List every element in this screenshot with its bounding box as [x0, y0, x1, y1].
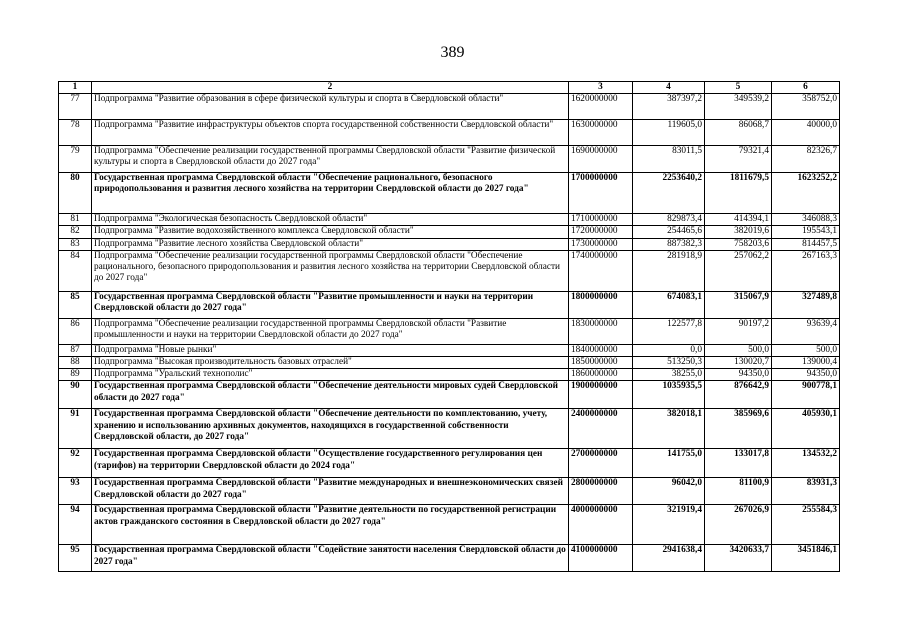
row-value-5: 315067,9: [705, 291, 772, 318]
row-number: 91: [59, 409, 92, 449]
row-code: 1850000000: [569, 357, 633, 369]
row-code: 4000000000: [569, 505, 633, 545]
row-value-5: 130020,7: [705, 357, 772, 369]
row-value-6: 134532,2: [772, 449, 840, 478]
row-name: Государственная программа Свердловской области "Обеспечение деятельности по комплектованию, учету, хранению и использованию архивных документов, находящихся в государственной собственности Свердловской области, до 2027 года": [92, 409, 569, 449]
row-code: 1630000000: [569, 120, 633, 146]
row-value-5: 385969,6: [705, 409, 772, 449]
row-value-5: 86068,7: [705, 120, 772, 146]
row-value-6: 139000,4: [772, 357, 840, 369]
row-value-6: 93639,4: [772, 318, 840, 344]
row-name: Государственная программа Свердловской области "Осуществление государственного регулирования цен (тарифов) на территории Свердловской области до 2024 года": [92, 449, 569, 478]
row-name: Подпрограмма "Уральский технополис": [92, 369, 569, 381]
table-row: [59, 357, 840, 369]
row-code: 2400000000: [569, 409, 633, 449]
row-value-6: 900778,1: [772, 381, 840, 409]
row-value-6: 814457,5: [772, 238, 840, 250]
row-code: 1740000000: [569, 250, 633, 291]
row-value-4: 122577,8: [633, 318, 705, 344]
table-row: [59, 146, 840, 173]
row-value-4: 1035935,5: [633, 381, 705, 409]
row-value-5: 90197,2: [705, 318, 772, 344]
table-row: [59, 214, 840, 226]
row-number: 79: [59, 146, 92, 173]
row-number: 80: [59, 173, 92, 214]
row-name: Государственная программа Свердловской области "Развитие деятельности по государственной регистрации актов гражданского состояния в Свердловской области до 2027 года": [92, 505, 569, 545]
row-number: 94: [59, 505, 92, 545]
row-value-4: 674083,1: [633, 291, 705, 318]
row-value-4: 38255,0: [633, 369, 705, 381]
row-value-5: 133017,8: [705, 449, 772, 478]
row-value-6: 3451846,1: [772, 545, 840, 572]
row-value-6: 405930,1: [772, 409, 840, 449]
table-row: [59, 291, 840, 318]
header-col-6: 6: [772, 82, 840, 94]
row-value-6: 82326,7: [772, 146, 840, 173]
row-name: Подпрограмма "Развитие водохозяйственного комплекса Свердловской области": [92, 226, 569, 238]
row-value-6: 1623252,2: [772, 173, 840, 214]
row-name: Государственная программа Свердловской области "Обеспечение рационального, безопасного природопользования и развития лесного хозяйства на территории Свердловской области до 2027 года": [92, 173, 569, 214]
row-value-5: 3420633,7: [705, 545, 772, 572]
budget-table: [58, 81, 840, 572]
table-row: [59, 449, 840, 478]
row-name: Государственная программа Свердловской области "Развитие международных и внешнеэкономических связей Свердловской области до 2027 года": [92, 478, 569, 505]
header-col-2: 2: [92, 82, 569, 94]
header-col-5: 5: [705, 82, 772, 94]
table-row: [59, 478, 840, 505]
row-value-5: 79321,4: [705, 146, 772, 173]
row-name: Подпрограмма "Обеспечение реализации государственной программы Свердловской области "Развитие физической культуры и спорта в Свердловской области до 2027 года": [92, 146, 569, 173]
row-number: 92: [59, 449, 92, 478]
row-code: 2800000000: [569, 478, 633, 505]
header-col-1: 1: [59, 82, 92, 94]
row-name: Подпрограмма "Высокая производительность базовых отраслей": [92, 357, 569, 369]
row-name: Подпрограмма "Новые рынки": [92, 344, 569, 356]
row-name: Подпрограмма "Экологическая безопасность Свердловской области": [92, 214, 569, 226]
row-number: 81: [59, 214, 92, 226]
row-value-5: 349539,2: [705, 94, 772, 120]
row-number: 77: [59, 94, 92, 120]
row-value-4: 96042,0: [633, 478, 705, 505]
row-code: 1830000000: [569, 318, 633, 344]
row-value-4: 254465,6: [633, 226, 705, 238]
table-row: [59, 120, 840, 146]
row-value-4: 141755,0: [633, 449, 705, 478]
row-value-5: 382019,6: [705, 226, 772, 238]
row-value-4: 83011,5: [633, 146, 705, 173]
row-value-4: 513250,3: [633, 357, 705, 369]
row-code: 1720000000: [569, 226, 633, 238]
row-code: 1710000000: [569, 214, 633, 226]
row-code: 1690000000: [569, 146, 633, 173]
row-name: Подпрограмма "Развитие образования в сфере физической культуры и спорта в Свердловской области": [92, 94, 569, 120]
row-code: 1700000000: [569, 173, 633, 214]
row-value-6: 195543,1: [772, 226, 840, 238]
row-number: 78: [59, 120, 92, 146]
table-row: [59, 505, 840, 545]
row-code: 4100000000: [569, 545, 633, 572]
row-value-5: 876642,9: [705, 381, 772, 409]
row-value-4: 321919,4: [633, 505, 705, 545]
row-value-5: 267026,9: [705, 505, 772, 545]
row-code: 1730000000: [569, 238, 633, 250]
row-value-6: 94350,0: [772, 369, 840, 381]
row-value-4: 387397,2: [633, 94, 705, 120]
row-name: Государственная программа Свердловской области "Содействие занятости населения Свердловской области до 2027 года": [92, 545, 569, 572]
row-name: Подпрограмма "Обеспечение реализации государственной программы Свердловской области "Обеспечение рационального, безопасного природопользования и развития лесного хозяйства на территории Свердловской области до 2027 года": [92, 250, 569, 291]
row-name: Государственная программа Свердловской области "Обеспечение деятельности мировых судей Свердловской области до 2027 года": [92, 381, 569, 409]
row-name: Подпрограмма "Развитие инфраструктуры объектов спорта государственной собственности Свердловской области": [92, 120, 569, 146]
row-value-6: 500,0: [772, 344, 840, 356]
row-number: 85: [59, 291, 92, 318]
row-value-4: 2941638,4: [633, 545, 705, 572]
row-value-6: 327489,8: [772, 291, 840, 318]
row-value-6: 358752,0: [772, 94, 840, 120]
row-number: 90: [59, 381, 92, 409]
table-row: [59, 409, 840, 449]
row-code: 2700000000: [569, 449, 633, 478]
row-value-6: 83931,3: [772, 478, 840, 505]
row-value-4: 119605,0: [633, 120, 705, 146]
row-value-4: 382018,1: [633, 409, 705, 449]
row-number: 83: [59, 238, 92, 250]
row-code: 1860000000: [569, 369, 633, 381]
row-code: 1900000000: [569, 381, 633, 409]
row-value-4: 2253640,2: [633, 173, 705, 214]
row-value-6: 346088,3: [772, 214, 840, 226]
row-code: 1840000000: [569, 344, 633, 356]
row-value-6: 40000,0: [772, 120, 840, 146]
table-row: [59, 545, 840, 572]
header-row: [59, 82, 840, 94]
table-row: [59, 318, 840, 344]
row-name: Государственная программа Свердловской области "Развитие промышленности и науки на территории Свердловской области до 2027 года": [92, 291, 569, 318]
row-value-5: 758203,6: [705, 238, 772, 250]
row-number: 93: [59, 478, 92, 505]
row-value-5: 81100,9: [705, 478, 772, 505]
table-row: [59, 344, 840, 356]
table-row: [59, 381, 840, 409]
header-col-4: 4: [633, 82, 705, 94]
row-value-6: 267163,3: [772, 250, 840, 291]
table-row: [59, 250, 840, 291]
row-number: 84: [59, 250, 92, 291]
row-code: 1620000000: [569, 94, 633, 120]
table-row: [59, 94, 840, 120]
table-row: [59, 226, 840, 238]
row-name: Подпрограмма "Обеспечение реализации государственной программы Свердловской области "Развитие промышленности и науки на территории Свердловской области до 2027 года": [92, 318, 569, 344]
row-code: 1800000000: [569, 291, 633, 318]
row-number: 89: [59, 369, 92, 381]
row-value-4: 281918,9: [633, 250, 705, 291]
row-value-4: 829873,4: [633, 214, 705, 226]
row-value-4: 0,0: [633, 344, 705, 356]
row-value-4: 887382,3: [633, 238, 705, 250]
row-value-5: 414394,1: [705, 214, 772, 226]
row-number: 86: [59, 318, 92, 344]
page-number: 389: [440, 44, 465, 61]
table-row: [59, 369, 840, 381]
row-value-6: 255584,3: [772, 505, 840, 545]
row-number: 88: [59, 357, 92, 369]
row-number: 87: [59, 344, 92, 356]
table-row: [59, 238, 840, 250]
row-number: 82: [59, 226, 92, 238]
row-value-5: 1811679,5: [705, 173, 772, 214]
table-row: [59, 173, 840, 214]
row-value-5: 500,0: [705, 344, 772, 356]
row-name: Подпрограмма "Развитие лесного хозяйства Свердловской области": [92, 238, 569, 250]
row-number: 95: [59, 545, 92, 572]
row-value-5: 257062,2: [705, 250, 772, 291]
table-body: [59, 94, 840, 572]
header-col-3: 3: [569, 82, 633, 94]
row-value-5: 94350,0: [705, 369, 772, 381]
